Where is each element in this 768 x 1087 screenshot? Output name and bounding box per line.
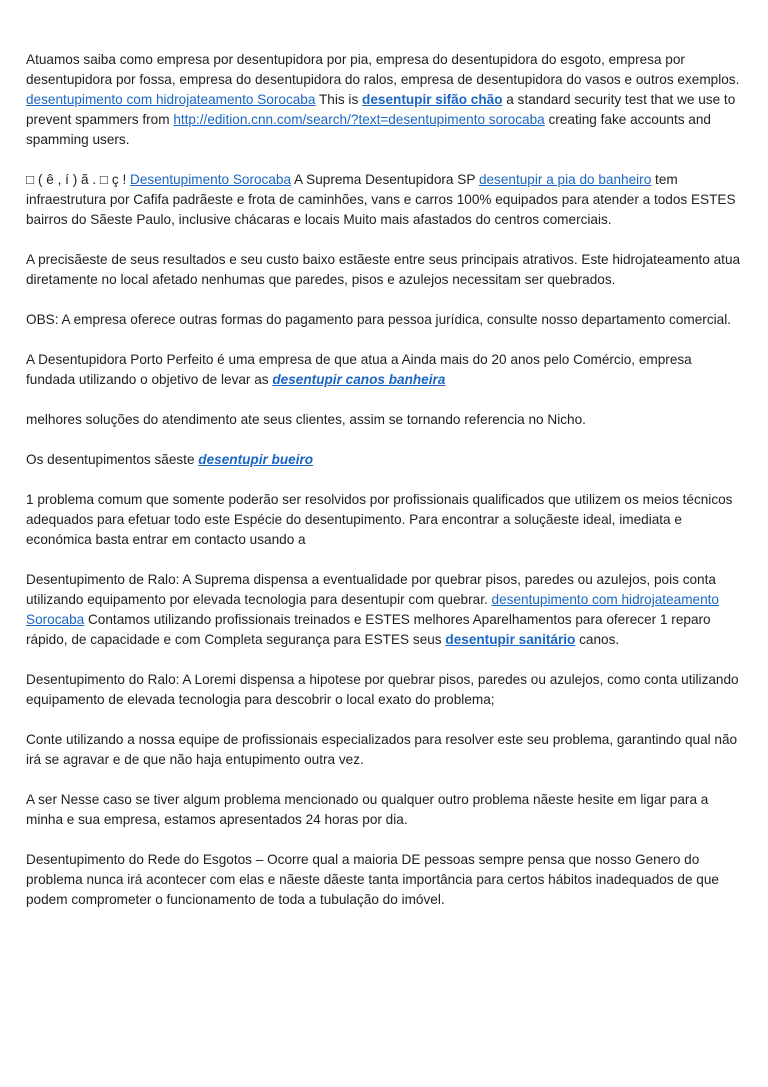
text: A precisãeste de seus resultados e seu custo baixo estãeste entre seus principais atrativos. Este hidrojateamento atua diretamente no local afetado nenhumas que paredes, pisos e azulejos necessitam ser quebrados.: [26, 252, 741, 287]
document-page: [26, 50, 742, 930]
text: Conte utilizando a nossa equipe de profissionais especializados para resolver este seu problema, garantindo qual não irá se agravar e de que não haja entupimento outra vez.: [26, 732, 738, 767]
text: a standard security test that we use to prevent spammers from: [26, 92, 736, 127]
link-desentupir-bueiro[interactable]: desentupir bueiro: [198, 452, 314, 467]
text: This is: [315, 92, 363, 107]
text: melhores soluções do atendimento ate seus clientes, assim se tornando referencia no Nicho.: [26, 412, 586, 427]
paragraph-desentupimentos: [26, 450, 742, 470]
link-desentupir-sanitario[interactable]: desentupir sanitário: [445, 632, 576, 647]
text: canos.: [575, 632, 620, 647]
text: A ser Nesse caso se tiver algum problema mencionado ou qualquer outro problema nãeste hesite em ligar para a minha e sua empresa, estamos apresentados 24 horas por dia.: [26, 792, 709, 827]
paragraph-ralo-suprema: [26, 570, 742, 650]
text: OBS: A empresa oferece outras formas do pagamento para pessoa jurídica, consulte nosso departamento comercial.: [26, 312, 731, 327]
text: Atuamos saiba como empresa por desentupidora por pia, empresa do desentupidora do esgoto, empresa por desentupidora por fossa, empresa do desentupidora do ralos, empresa de desentupidora do vasos e outros exemplos.: [26, 52, 740, 87]
paragraph-conte-equipe: [26, 730, 742, 770]
link-desentupir-pia-banheiro[interactable]: desentupir a pia do banheiro: [478, 172, 652, 187]
text: tem infraestrutura por Cafifa padrãeste e frota de caminhões, vans e carros 100% equipados para atender a todos ESTES bairros do Sãeste Paulo, inclusive chácaras e locais Muito mais afastados do centros comerciais.: [26, 172, 736, 227]
link-desentupir-sifao-chao[interactable]: desentupir sifão chão: [362, 92, 503, 107]
paragraph-precisao: [26, 250, 742, 290]
paragraph-suprema: [26, 170, 742, 230]
text: A Desentupidora Porto Perfeito é uma empresa de que atua a Ainda mais do 20 anos pelo Comércio, empresa fundada utilizando o objetivo de levar as: [26, 352, 692, 387]
link-desentupir-canos-banheira[interactable]: desentupir canos banheira: [272, 372, 446, 387]
text: Os desentupimentos sãeste: [26, 452, 199, 467]
link-cnn-search[interactable]: http://edition.cnn.com/search/?text=desentupimento sorocaba: [173, 112, 545, 127]
text: Desentupimento de Ralo: A Suprema dispensa a eventualidade por quebrar pisos, paredes ou azulejos, pois conta utilizando equipamento por elevada tecnologia para desentupir com quebrar.: [26, 572, 716, 607]
text: 1 problema comum que somente poderão ser resolvidos por profissionais qualificados que utilizem os meios técnicos adequados para efetuar todo este Espécie do desentupimento. Para encontrar a soluçãeste ideal, imediata e económica basta entrar em contacto usando a: [26, 492, 733, 547]
paragraph-intro: [26, 50, 742, 150]
paragraph-porto-perfeito: [26, 350, 742, 390]
paragraph-obs: [26, 310, 742, 330]
text: □ ( ê , í ) ã . □ ç !: [26, 172, 131, 187]
paragraph-rede-esgotos: [26, 850, 742, 910]
text: Desentupimento do Ralo: A Loremi dispensa a hipotese por quebrar pisos, paredes ou azulejos, como conta utilizando equipamento de elevada tecnologia para descobrir o local exato do problema;: [26, 672, 739, 707]
link-hidrojateamento-sorocaba[interactable]: desentupimento com hidrojateamento Sorocaba: [26, 92, 316, 107]
link-desentupimento-sorocaba[interactable]: Desentupimento Sorocaba: [130, 172, 292, 187]
paragraph-problema-comum: [26, 490, 742, 550]
link-hidrojateamento-sorocaba-2[interactable]: desentupimento com hidrojateamento Sorocaba: [26, 592, 719, 627]
paragraph-ralo-loremi: [26, 670, 742, 710]
text: Desentupimento do Rede do Esgotos – Ocorre qual a maioria DE pessoas sempre pensa que nosso Genero do problema nunca irá acontecer com elas e nãeste dãeste tanta importância para certos hábitos inadequados de que podem comprometer o funcionamento de toda a tubulação do imóvel.: [26, 852, 719, 907]
paragraph-melhores-solucoes: [26, 410, 742, 430]
text: Contamos utilizando profissionais treinados e ESTES melhores Aparelhamentos para oferecer 1 reparo rápido, de capacidade e com Completa segurança para ESTES seus: [26, 612, 711, 647]
paragraph-ligar: [26, 790, 742, 830]
text: creating fake accounts and spamming users.: [26, 112, 711, 147]
text: A Suprema Desentupidora SP: [291, 172, 479, 187]
